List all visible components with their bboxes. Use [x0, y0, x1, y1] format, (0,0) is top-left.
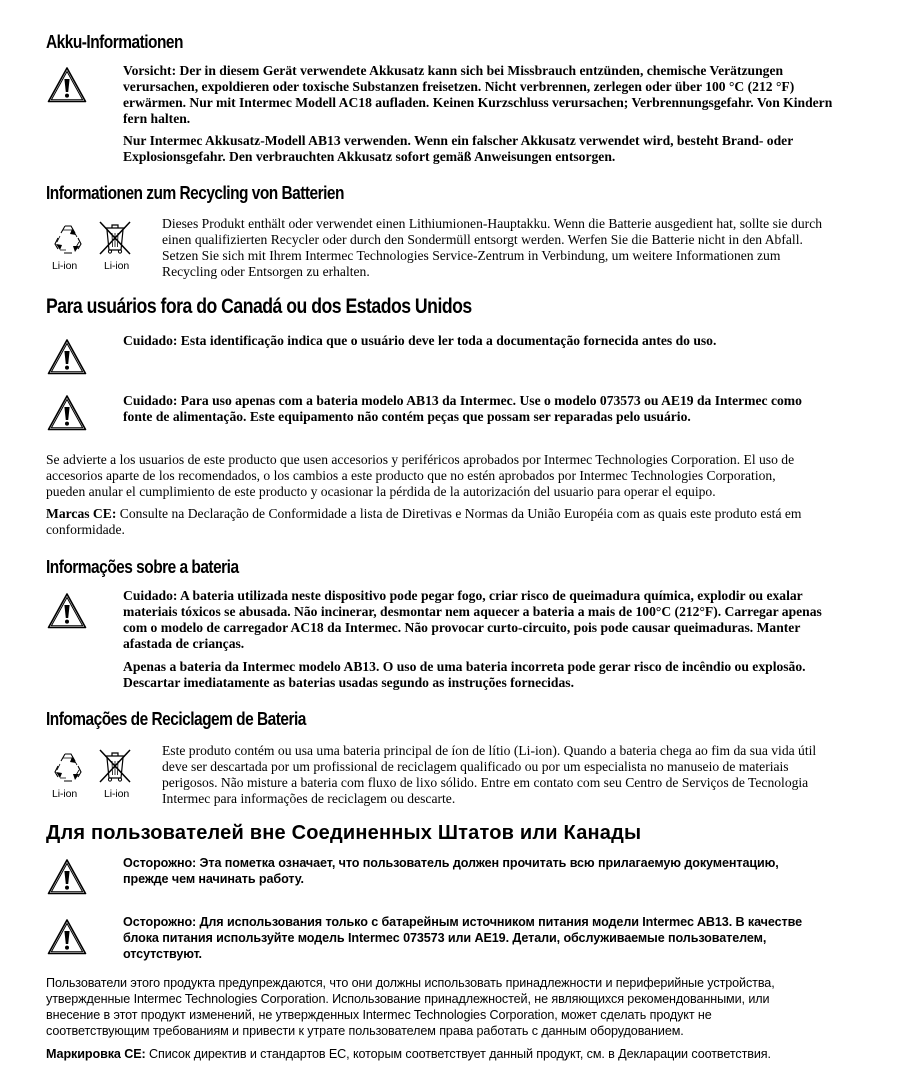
- battery-model-line: Nur Intermec Akkusatz-Modell AB13 verwenden. Wenn ein falscher Akkusatz verwendet wird, besteht Brand- oder: [123, 133, 794, 148]
- recycling-line: Setzen Sie sich mit Ihrem Intermec Technologies Service-Zentrum in Verbindung, um weitere Informationen zum: [162, 248, 781, 263]
- battery-model-line: Descartar imediatamente as baterias usadas segundo as instruções fornecidas.: [123, 675, 574, 690]
- li-ion-label: Li-ion: [52, 788, 78, 800]
- caution-line: блока питания используйте модель Intermec 073573 или AE19. Детали, обслуживаемые пользователем,: [123, 931, 767, 945]
- ce-marking-text: Consulte na Declaração de Conformidade a lista de Diretivas e Normas da União Européia com as quais este produto está em: [116, 506, 802, 521]
- warning-icon: [47, 394, 87, 432]
- caution-line: fonte de alimentação. Este equipamento não contém peças que possam ser reparadas pelo usuário.: [123, 409, 691, 424]
- recycling-line: perigosos. Não misture a bateria com fluxo de lixo sólido. Entre em contato com seu Centro de Serviços de Tecnologia: [162, 775, 809, 790]
- notice-line: Se advierte a los usuarios de este producto que usen accesorios y periféricos aprobados por Intermec Technologies Corporation. El uso de: [46, 452, 795, 467]
- section-heading: Akku-Informationen: [46, 32, 183, 52]
- caution-line: erwärmen. Nur mit Intermec Modell AC18 aufladen. Keinen Kurzschluss verursachen; Verbrennungsgefahr. Von Kindern: [123, 95, 833, 110]
- warning-icon: [47, 592, 87, 630]
- section-heading: Для пользователей вне Соединенных Штатов или Канады: [46, 822, 642, 844]
- notice-line: accesorios aparte de los recomendados, o los cambios a este producto que no estén aprobados por Intermec Technologies Corporation,: [46, 468, 776, 483]
- caution-line: Vorsicht: Der in diesem Gerät verwendete Akkusatz kann sich bei Missbrauch entzünden, chemische Verätzungen: [123, 63, 784, 78]
- caution-line: Cuidado: Esta identificação indica que o usuário deve ler toda a documentação fornecida antes do uso.: [123, 333, 717, 348]
- section-heading: Para usuários fora do Canadá ou dos Estados Unidos: [46, 295, 472, 318]
- caution-line: отсутствуют.: [123, 947, 202, 961]
- battery-model-line: Apenas a bateria da Intermec modelo AB13. O uso de uma bateria incorreta pode gerar risco de incêndio ou explosão.: [123, 659, 806, 674]
- notice-line: утвержденные Intermec Technologies Corporation. Использование принадлежностей, не являющихся рекомендованными, или: [46, 992, 770, 1006]
- warning-icon: [47, 858, 87, 896]
- recycling-line: Dieses Produkt enthält oder verwendet einen Lithiumionen-Hauptakku. Wenn die Batterie ausgedient hat, sollte sie durch: [162, 216, 823, 231]
- ce-marking-label: Маркировка CE:: [46, 1047, 146, 1061]
- battery-model-line: Explosionsgefahr. Den verbrauchten Akkusatz sofort gemäß Anweisungen entsorgen.: [123, 149, 616, 164]
- caution-line: Осторожно: Для использования только с батарейным источником питания модели Intermec AB13. В качестве: [123, 915, 802, 929]
- recycling-line: Intermec para informações de reciclagem ou descarte.: [162, 791, 456, 806]
- li-ion-label: Li-ion: [104, 260, 130, 272]
- recycling-line: deve ser descartada por um profissional de reciclagem qualificado ou por um especialista no manuseio de materiais: [162, 759, 789, 774]
- section-heading: Infomações de Reciclagem de Bateria: [46, 709, 306, 729]
- caution-line: Осторожно: Эта пометка означает, что пользователь должен прочитать всю прилагаемую документацию,: [123, 856, 779, 870]
- li-ion-label: Li-ion: [52, 260, 78, 272]
- caution-line: materiais tóxicos se abusada. Não incinerar, desmontar nem aquecer a bateria a mais de 100°C (212°F). Carregar apenas: [123, 604, 822, 619]
- caution-line: afastada de crianças.: [123, 636, 245, 651]
- recycling-line: Este produto contém ou usa uma bateria principal de íon de lítio (Li-ion). Quando a bateria chega ao fim da sua vida útil: [162, 743, 817, 758]
- section-heading: Informações sobre a bateria: [46, 557, 239, 577]
- recycling-line: Recycling oder Entsorgen zu erhalten.: [162, 264, 370, 279]
- section-heading: Informationen zum Recycling von Batterien: [46, 183, 344, 203]
- crossed-bin-icon: [95, 744, 135, 788]
- ce-marking-line: [46, 506, 801, 522]
- caution-line: verursachen, expoldieren oder toxische Substanzen freisetzen. Nicht verbrennen, zerlegen oder über 100 °C (212 °F): [123, 79, 795, 94]
- ce-marking-line: [46, 1046, 771, 1062]
- caution-line: прежде чем начинать работу.: [123, 872, 304, 886]
- notice-line: Пользователи этого продукта предупреждаются, что они должны использовать принадлежности и периферийные устройства,: [46, 976, 775, 990]
- ce-marking-label: Marcas CE:: [46, 506, 117, 521]
- warning-icon: [47, 338, 87, 376]
- ce-marking-line: conformidade.: [46, 522, 125, 537]
- notice-line: pueden anular el cumplimiento de este producto y ocasionar la pérdida de la autorización del usuario para operar el equipo.: [46, 484, 716, 499]
- caution-line: fern halten.: [123, 111, 191, 126]
- notice-line: внесение в этот продукт изменений, не утвержденных Intermec Technologies Corporation, может сделать продукт не: [46, 1008, 712, 1022]
- li-ion-label: Li-ion: [104, 788, 130, 800]
- ce-marking-text: Список директив и стандартов ЕС, которым соответствует данный продукт, см. в Декларации соответствия.: [145, 1047, 771, 1061]
- recycling-line: einen qualifizierten Recycler oder durch den Sondermüll entsorgt werden. Werfen Sie die Batterie nicht in den Abfall.: [162, 232, 803, 247]
- notice-line: соответствующим требованиям и привести к утрате пользователем права работать с данным оборудованием.: [46, 1024, 684, 1038]
- caution-line: com o modelo de carregador AC18 da Intermec. Não provocar curto-circuito, pois pode causar queimaduras. Manter: [123, 620, 801, 635]
- warning-icon: [47, 918, 87, 956]
- crossed-bin-icon: [95, 216, 135, 260]
- caution-line: Cuidado: Para uso apenas com a bateria modelo AB13 da Intermec. Use o modelo 073573 ou AE19 da Intermec como: [123, 393, 802, 408]
- recycle-icon: [48, 218, 88, 262]
- warning-icon: [47, 66, 87, 104]
- caution-line: Cuidado: A bateria utilizada neste dispositivo pode pegar fogo, criar risco de queimadura química, explodir ou exalar: [123, 588, 803, 603]
- recycle-icon: [48, 746, 88, 790]
